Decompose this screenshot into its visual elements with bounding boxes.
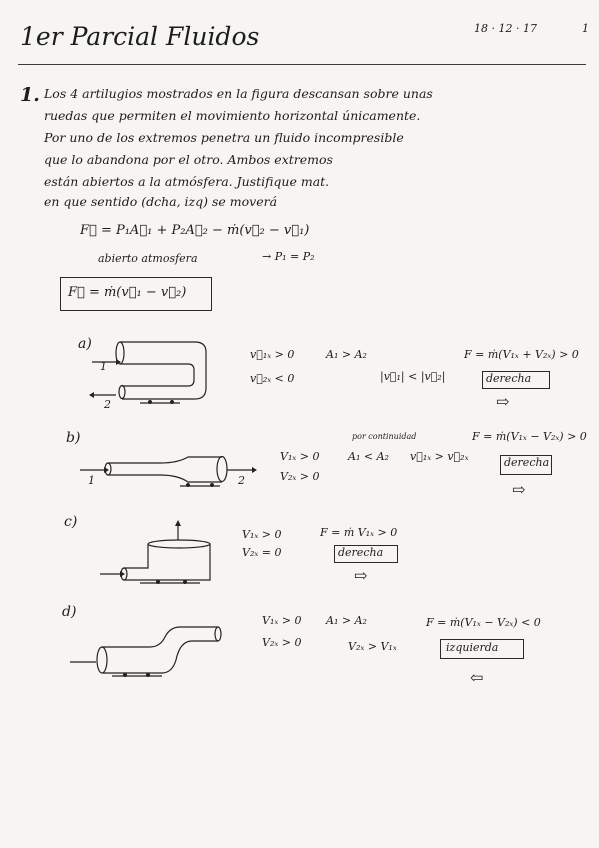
part-a-in-label: 1 — [100, 360, 107, 373]
figure-d-stepped-tube — [70, 627, 221, 677]
part-b-label: b) — [66, 430, 81, 446]
statement-line-5: están abiertos a la atmósfera. Justifique mat. — [44, 174, 330, 189]
part-a-cond1: v⃗₁ₓ > 0 — [250, 348, 295, 361]
part-b-force: F = ṁ(V₁ₓ − V₂ₓ) > 0 — [472, 430, 587, 443]
part-c-force: F = ṁ V₁ₓ > 0 — [320, 526, 398, 539]
part-a-area: A₁ > A₂ — [326, 348, 367, 361]
part-c-direction-arrow: ⇨ — [354, 566, 368, 585]
part-b-direction-arrow: ⇨ — [512, 480, 526, 499]
part-d-label: d) — [62, 604, 77, 620]
part-d-cond1: V₁ₓ > 0 — [262, 614, 302, 627]
statement-line-1: Los 4 artilugios mostrados en la figura descansan sobre unas — [44, 86, 433, 101]
part-a-cond2: v⃗₂ₓ < 0 — [250, 372, 295, 385]
figure-c-vertical-exit — [100, 520, 210, 584]
part-d-force: F = ṁ(V₁ₓ − V₂ₓ) < 0 — [426, 616, 541, 629]
figure-b-expanding-tube — [80, 457, 257, 488]
part-b-velocity: v⃗₁ₓ > v⃗₂ₓ — [410, 450, 469, 463]
part-c-cond1: V₁ₓ > 0 — [242, 528, 282, 541]
part-b-in-label: 1 — [88, 474, 95, 487]
momentum-equation: F⃗ = P₁A⃗₁ + P₂A⃗₂ − ṁ(v⃗₂ − v⃗₁) — [80, 223, 310, 238]
part-b-cond1: V₁ₓ > 0 — [280, 450, 320, 463]
part-b-out-label: 2 — [238, 474, 245, 487]
part-d-cond2: V₂ₓ > 0 — [262, 636, 302, 649]
part-d-area: A₁ > A₂ — [326, 614, 367, 627]
open-result: → P₁ = P₂ — [262, 250, 315, 263]
part-a-label: a) — [78, 336, 92, 352]
page-number: 1 — [582, 22, 589, 35]
part-a-velocity: |v⃗₁| < |v⃗₂| — [380, 370, 446, 383]
part-a-force: F = ṁ(V₁ₓ + V₂ₓ) > 0 — [464, 348, 579, 361]
problem-number: 1. — [20, 84, 40, 106]
statement-line-6: en que sentido (dcha, izq) se moverá — [44, 194, 278, 209]
part-a-answer: derecha — [486, 372, 532, 385]
statement-line-3: Por uno de los extremos penetra un fluido incompresible — [44, 130, 404, 145]
boxed-equation: F⃗ = ṁ(v⃗₁ − v⃗₂) — [68, 285, 187, 300]
part-a-direction-arrow: ⇨ — [496, 392, 510, 411]
part-d-direction-arrow: ⇦ — [470, 668, 484, 687]
date: 18 · 12 · 17 — [474, 22, 537, 35]
page-title: 1er Parcial Fluidos — [20, 22, 260, 51]
part-c-answer: derecha — [338, 546, 384, 559]
part-c-label: c) — [64, 514, 78, 530]
part-b-note: por continuidad — [352, 432, 417, 441]
part-d-answer: izquierda — [446, 641, 499, 654]
part-b-answer: derecha — [504, 456, 550, 469]
part-c-cond2: V₂ₓ = 0 — [242, 546, 282, 559]
statement-line-4: que lo abandona por el otro. Ambos extremos — [44, 152, 333, 167]
part-b-area: A₁ < A₂ — [348, 450, 389, 463]
part-a-out-label: 2 — [104, 398, 111, 411]
part-d-velocity: V₂ₓ > V₁ₓ — [348, 640, 397, 653]
open-note: abierto atmosfera — [98, 252, 198, 265]
statement-line-2: ruedas que permiten el movimiento horizontal únicamente. — [44, 108, 421, 123]
part-b-cond2: V₂ₓ > 0 — [280, 470, 320, 483]
figure-a-u-tube — [89, 342, 206, 404]
